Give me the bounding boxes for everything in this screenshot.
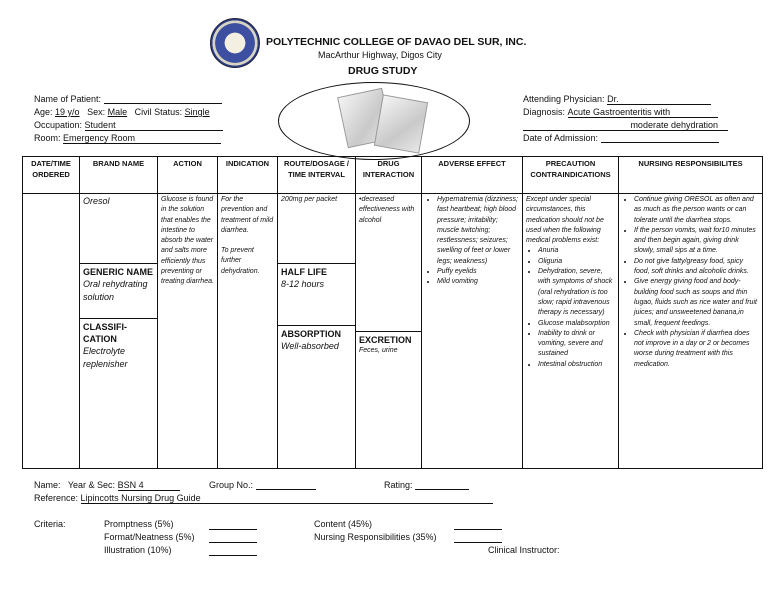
promptness-score-field[interactable] xyxy=(209,520,257,530)
list-item: • Give energy giving food and body-building food such as soups and thin lugao, fluids such as rice water and fruit juices; and unsweetened banana,in small, frequent feedings. xyxy=(634,277,759,328)
excretion-value: Feces, urine xyxy=(359,347,398,354)
list-item: • Oliguria xyxy=(538,257,615,267)
indication-cell xyxy=(218,194,278,469)
civil-status-label: Civil Status: xyxy=(134,107,183,117)
header-route: ROUTE/DOSAGE / TIME INTERVAL xyxy=(278,157,356,194)
indication-text-1: For the prevention and treatment of mild diarrhea. xyxy=(221,196,274,234)
group-field[interactable] xyxy=(256,480,316,490)
age-value: 19 y/o xyxy=(55,107,80,117)
classification-label: CLASSIFI-CATION xyxy=(83,322,127,344)
interaction-value: •decreased effectiveness with alcohol xyxy=(359,196,415,224)
nursing-list xyxy=(622,195,759,370)
list-item: • Continue giving ORESOL as often and as much as the person wants or can tolerate until the diarrhea stops. xyxy=(634,195,759,226)
criteria-nursing: Nursing Responsibilities (35%) xyxy=(314,532,437,542)
list-item: • Inability to drink or vomiting, severe and sustained xyxy=(538,329,615,360)
content-score-field[interactable] xyxy=(454,520,502,530)
admission-field[interactable] xyxy=(601,133,719,143)
age-label: Age: xyxy=(34,107,53,117)
group-label: Group No.: xyxy=(209,480,254,490)
admission-label: Date of Admission: xyxy=(523,133,599,143)
list-item: • Check with physician if diarrhea does not improve in a day or 2 or becomes worse during treatment with this medication. xyxy=(634,329,759,370)
rating-field[interactable] xyxy=(415,480,469,490)
generic-label: GENERIC NAME xyxy=(83,267,154,277)
precaution-list xyxy=(526,246,615,370)
brand-cell xyxy=(80,194,158,469)
precaution-intro: Except under special circumstances, this medication should not be used when the following medical problems exist: xyxy=(526,196,604,245)
physician-label: Attending Physician: xyxy=(523,94,605,104)
diagnosis-label: Diagnosis: xyxy=(523,107,566,117)
criteria-content: Content (45%) xyxy=(314,519,373,529)
institution-address: MacArthur Highway, Digos City xyxy=(318,50,442,60)
criteria-label: Criteria: xyxy=(34,519,66,529)
generic-section xyxy=(80,263,157,318)
route-cell xyxy=(278,194,356,469)
half-life-value: 8-12 hours xyxy=(281,279,325,289)
illustration-score-field[interactable] xyxy=(209,546,257,556)
format-score-field[interactable] xyxy=(209,533,257,543)
header-adverse: ADVERSE EFFECT xyxy=(422,157,523,194)
list-item: • Hypernatremia (dizziness; fast heartbeat; high blood pressure; irritability; muscle twitching; restlessness; seizures; swelling of feet or lower legs; weakness) xyxy=(437,195,519,267)
sex-label: Sex: xyxy=(87,107,106,117)
student-name-label: Name: xyxy=(34,480,61,490)
indication-text-2: To prevent further dehydration. xyxy=(221,247,260,275)
diagnosis-row xyxy=(523,107,718,118)
patient-name-label: Name of Patient: xyxy=(34,94,102,104)
criteria-illustration: Illustration (10%) xyxy=(104,545,172,555)
header-precaution: PRECAUTION CONTRAINDICATIONS xyxy=(523,157,619,194)
reference-label: Reference: xyxy=(34,493,79,503)
college-seal-logo xyxy=(210,18,260,68)
oresol-packet-image xyxy=(374,94,428,153)
nursing-score-field[interactable] xyxy=(454,533,502,543)
occupation-value: Student xyxy=(85,120,223,131)
classification-section xyxy=(80,318,157,371)
year-sec-value: BSN 4 xyxy=(118,480,180,491)
header-brand: BRAND NAME xyxy=(80,157,158,194)
room-row xyxy=(34,133,221,144)
clinical-instructor-label: Clinical Instructor: xyxy=(488,545,560,555)
action-cell: Glucose is found in the solution that enables the intestine to absorb the water and salts more efficiently thus preventing or treating diarrhea. xyxy=(158,194,218,469)
patient-name-field[interactable] xyxy=(104,94,222,104)
brand-name: Oresol xyxy=(83,196,110,206)
classification-value: Electrolyte replenisher xyxy=(83,346,128,369)
reference-value: Lipincotts Nursing Drug Guide xyxy=(81,493,493,504)
diagnosis-value-line2: moderate dehydration xyxy=(523,120,728,131)
diagnosis-value-line1: Acute Gastroenteritis with xyxy=(568,107,718,118)
precaution-cell xyxy=(523,194,619,469)
criteria-promptness: Promptness (5%) xyxy=(104,519,174,529)
interaction-cell xyxy=(356,194,422,469)
criteria-format: Format/Neatness (5%) xyxy=(104,532,195,542)
absorption-value: Well-absorbed xyxy=(281,341,339,351)
diagnosis-row-2 xyxy=(523,120,728,131)
header-interaction: DRUG INTERACTION xyxy=(356,157,422,194)
document-title: DRUG STUDY xyxy=(348,65,418,77)
occupation-label: Occupation: xyxy=(34,120,83,130)
header-nursing: NURSING RESPONSIBILITES xyxy=(619,157,763,194)
table-row xyxy=(23,194,763,469)
room-label: Room: xyxy=(34,133,61,143)
excretion-label: EXCRETION xyxy=(359,335,412,345)
patient-age-row xyxy=(34,107,210,117)
header-date: DATE/TIME ORDERED xyxy=(23,157,80,194)
absorption-label: ABSORPTION xyxy=(281,329,342,339)
list-item: • If the person vomits, wait for10 minutes and then begin again, giving drink slowly, small sips at a time. xyxy=(634,226,759,257)
header-indication: INDICATION xyxy=(218,157,278,194)
reference-row xyxy=(34,493,493,504)
drug-study-table xyxy=(22,156,763,469)
group-row xyxy=(209,480,316,490)
patient-name-row xyxy=(34,94,222,104)
civil-status-value: Single xyxy=(184,107,210,117)
list-item: • Mild vomiting xyxy=(437,277,519,287)
list-item: • Anuria xyxy=(538,246,615,256)
occupation-row xyxy=(34,120,223,131)
adverse-cell xyxy=(422,194,523,469)
route-value: 200mg per packet xyxy=(281,196,338,203)
table-header-row xyxy=(23,157,763,194)
adverse-list xyxy=(425,195,519,288)
half-life-section xyxy=(278,263,355,325)
student-name-row xyxy=(34,480,180,491)
rating-row xyxy=(384,480,469,490)
list-item: • Intestinal obstruction xyxy=(538,360,615,370)
nursing-cell xyxy=(619,194,763,469)
sex-value: Male xyxy=(107,107,128,117)
list-item: • Glucose malabsorption xyxy=(538,319,615,329)
rating-label: Rating: xyxy=(384,480,413,490)
room-value: Emergency Room xyxy=(63,133,221,144)
physician-value: Dr. xyxy=(607,94,711,105)
list-item: • Dehydration, severe, with symptoms of shock (oral rehydration is too slow; rapid intravenous therapy is necessary) xyxy=(538,267,615,318)
list-item: • Do not give fatty/greasy food, spicy food, soft drinks and alcoholic drinks. xyxy=(634,257,759,278)
absorption-section xyxy=(278,325,355,353)
generic-value: Oral rehydrating solution xyxy=(83,279,148,302)
list-item: • Puffy eyelids xyxy=(437,267,519,277)
physician-row xyxy=(523,94,711,105)
institution-name: POLYTECHNIC COLLEGE OF DAVAO DEL SUR, INC. xyxy=(266,36,527,48)
admission-row xyxy=(523,133,719,143)
year-sec-label: Year & Sec: xyxy=(67,480,116,490)
header-action: ACTION xyxy=(158,157,218,194)
date-cell xyxy=(23,194,80,469)
half-life-label: HALF LIFE xyxy=(281,267,327,277)
excretion-section xyxy=(356,331,421,358)
